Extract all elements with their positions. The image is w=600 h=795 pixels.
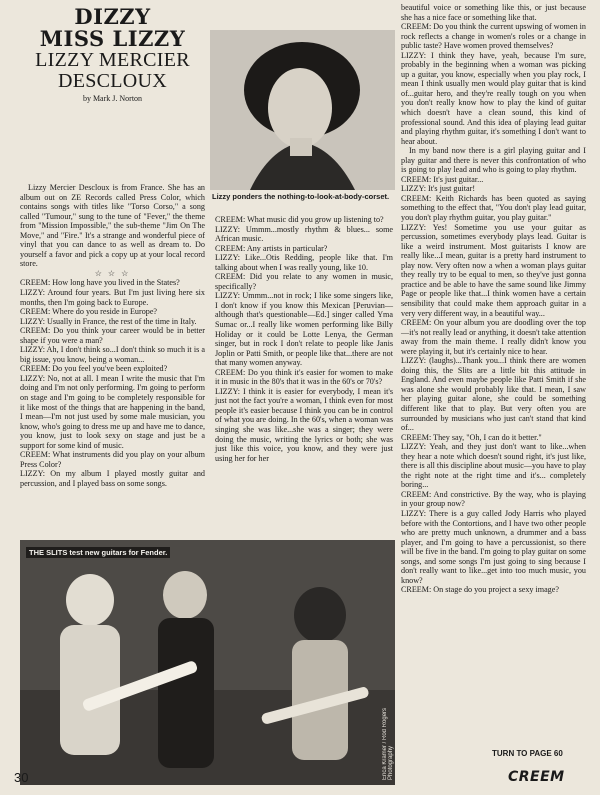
interview-paragraph: LIZZY: Ummm...not in rock; I like some singers like, I don't know if you know this Mexican [Peruvian—although that's questionable—Ed.] singer called Yma Sumac or...I really like women performing like Billy Holiday or it could be Lotte Lenya, the German singer, but in rock I don't relate to people like Janis Joplin or Patti Smith, or people like that...there are not that many women anyway.	[215, 291, 393, 368]
interview-paragraph: LIZZY: I think it is easier for everybody, I mean it's just not the fact you're a woman, I think even for most people it's easier because I think you can be in control of what you are doing. In the 60's, when a woman was singing she was like...she was a singer; they were doing the music, writing the lyrics or both; she was just like this voice, you know, and they were just using her for her	[215, 386, 393, 463]
interview-paragraph: CREEM: Do you think it's easier for women to make it in music in the 80's that it was in the 60's or 70's?	[215, 367, 393, 387]
headline-line-4: DESCLOUX	[57, 70, 168, 92]
interview-paragraph: CREEM: Where do you reside in Europe?	[20, 307, 158, 317]
column-3	[401, 3, 586, 595]
band-photo	[20, 540, 395, 785]
interview-paragraph: LIZZY: Around four years. But I'm just living here six months, then I'm going back to Europe.	[20, 288, 205, 307]
column-2	[215, 215, 393, 463]
band-photo-caption: THE SLITS test new guitars for Fender.	[26, 547, 170, 558]
headline-line-2: MISS LIZZY	[39, 26, 186, 51]
headline-line-1: DIZZY	[74, 4, 151, 29]
interview-paragraph: LIZZY: On my album I played mostly guitar and percussion, and I played bass on some songs.	[20, 469, 205, 488]
interview-paragraph: LIZZY: Like...Otis Redding, people like that. I'm talking about when I was really young, like 10.	[215, 253, 393, 272]
portrait-caption: Lizzy ponders the nothing-to-look-at-body-corset.	[212, 192, 390, 201]
interview-paragraph: CREEM: Do you think your career would be in better shape if you were a man?	[20, 326, 205, 345]
interview-paragraph: LIZZY: Ummm...mostly rhythm & blues... some African music.	[215, 224, 393, 244]
interview-paragraph: CREEM: On your album you are doodling over the top—it's not really lead or anything, it doesn't take attention away from the main theme. I really didn't know you were playing it, but it's certainly nice to hear.	[401, 318, 586, 356]
interview-paragraph: CREEM: Do you think the current upswing of women in rock reflects a change in women's roles or a change in public taste? Have women proved themselves?	[401, 22, 586, 51]
headline-line-3: LIZZY MERCIER	[35, 49, 190, 71]
interview-paragraph: beautiful voice or something like this, or just because she has a nice face or something like that.	[401, 3, 586, 22]
interview-paragraph: CREEM: How long have you lived in the States?	[20, 278, 180, 288]
interview-paragraph: CREEM: What instruments did you play on your album Press Color?	[20, 450, 205, 469]
portrait-figure-icon	[210, 30, 395, 190]
interview-paragraph: CREEM: Any artists in particular?	[215, 243, 328, 253]
interview-paragraph: CREEM: It's just guitar...	[401, 174, 484, 184]
interview-paragraph: LIZZY: (laughs)...Thank you...I think there are women doing this, the Slits are a little bit this attitude in England. And even maybe people like Patti Smith if she was alone she would probably like that. I mean, I saw her playing guitar alone, she could be something different like that to play. But very often you are surrounded by musicians who just can't stand that kind of...	[401, 356, 586, 433]
interview-paragraph: CREEM: They say, "Oh, I can do it better."	[401, 432, 542, 442]
band-figures-icon	[20, 540, 395, 785]
continuation-note: TURN TO PAGE 60	[492, 749, 563, 758]
byline: by Mark J. Norton	[82, 94, 143, 103]
interview-paragraph: LIZZY: Yeah, and they just don't want to like...when they hear a note which doesn't sound right, it's just like, there is all this discipline about music—you have to play the right note at the right time and it's... completely boring...	[401, 442, 586, 490]
interview-paragraph: LIZZY: It's just guitar!	[401, 184, 476, 194]
section-stars: ☆ ☆ ☆	[94, 268, 131, 278]
headline-block	[20, 6, 205, 103]
photo-credit: Erica Kramer / Rod Rogers Photography	[382, 707, 394, 780]
interview-paragraph: CREEM: Keith Richards has been quoted as saying something to the effect that, "You don't play lead guitar, you don't play rhythm guitar, you play guitar."	[401, 193, 586, 223]
interview-paragraph: LIZZY: Usually in France, the rest of the time in Italy.	[20, 316, 197, 326]
interview-paragraph: CREEM: And constrictive. By the way, who is playing in your group now?	[401, 489, 586, 509]
interview-paragraph: LIZZY: I think they have, yeah, because I'm sure, probably in the beginning when a woman was picking up a guitar, you know, especially when you play rock, I mean I think usually men would play guitar that is kind of...guitar hero, and they're really tough on you when you don't really know how to play the kind of guitar which doesn't have a clean sound, this kind of professional sound. And this idea of playing lead guitar and playing rhythm guitar, it's something I don't want to hear about.	[401, 50, 586, 146]
interview-paragraph: LIZZY: There is a guy called Jody Harris who played before with the Contortions, and I have two other people who are pretty much unknown, a drummer and a bass player, and I'm going to have a percussionist, so there will be five in the band. I'm going to play guitar on some songs, and some songs I'm just going to sing because I don't really want to like...get into too much music, you know?	[401, 508, 586, 585]
intro-paragraph: Lizzy Mercier Descloux is from France. She has an album out on ZE Records called Press Color, which contains songs with titles like "Torso Corso," a song called "Tumour," sung to the tune of "Fever," the theme from "Mission Impossible," the sub-theme "Jim On The Move," and "Fire." It's a strange and wonderful piece of vinyl that you can dance to as well as dream to. Do yourself a favor and pick a copy up at your local record store.	[20, 183, 205, 269]
page-number: 30	[14, 770, 29, 785]
interview-paragraph: CREEM: What music did you grow up listening to?	[215, 215, 384, 224]
interview-paragraph: CREEM: Did you relate to any women in music, specifically?	[215, 272, 393, 291]
interview-paragraph: CREEM: On stage do you project a sexy image?	[401, 585, 559, 595]
creem-logo: CREEM	[508, 769, 565, 785]
interview-paragraph: LIZZY: No, not at all. I mean I write the music that I'm doing and I'm not only performing. I'm going to perform on stage and I'm going to be completely responsible for it like most of the things that are happening in the band, I mean—I'm not just used by some male musician, you know, who's going to dress me up and have me to dance, you know, just to look sexy on stage and just be a support for some kind of music.	[20, 373, 205, 450]
interview-paragraph: CREEM: Do you feel you've been exploited?	[20, 364, 168, 374]
interview-paragraph: In my band now there is a girl playing guitar and I play guitar and there is never this confrontation of who is going to play lead and who is going to play rhythm.	[401, 146, 586, 175]
interview-paragraph: LIZZY: Yes! Sometime you use your guitar as percussion, sometimes everybody plays lead. Guitar is like a weird instrument. Most guitarists I know are really like...I mean, guitar is a pretty hard instrument to play now. Very often now a when a woman plays guitar they really try to be equal to men, so they've just gonna practice and be able to have the same sound like Jimmy Page or people like that...I think women have a certain sensibility that could make them approach guitar in a very very different way, in a beautiful way...	[401, 222, 586, 318]
interview-paragraph: LIZZY: Ah, I don't think so...I don't think so much it is a big issue, you know, being a woman...	[20, 345, 205, 364]
portrait-photo	[210, 30, 395, 190]
column-1	[20, 183, 205, 489]
